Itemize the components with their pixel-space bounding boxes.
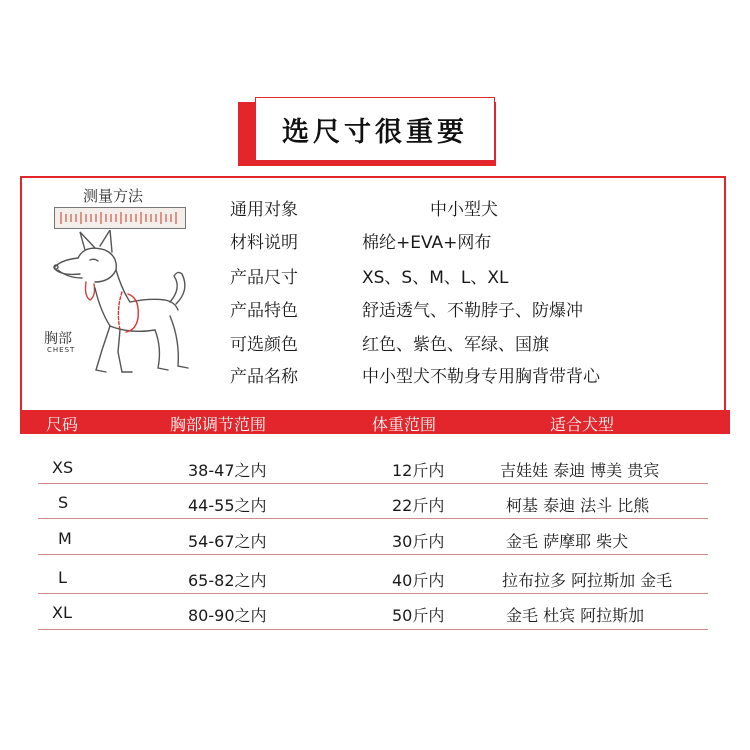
header-weight-range: 体重范围 <box>372 415 437 434</box>
header-breeds: 适合犬型 <box>550 415 615 434</box>
cell-breeds: 金毛 萨摩耶 柴犬 <box>506 532 629 551</box>
spec-value: XS、S、M、L、XL <box>362 268 509 288</box>
header-size: 尺码 <box>46 415 79 434</box>
row-divider <box>38 518 708 519</box>
table-row <box>40 559 708 593</box>
row-divider <box>38 629 708 630</box>
size-table-header <box>20 410 730 434</box>
measure-method-title: 测量方法 <box>83 187 144 205</box>
cell-weight: 12斤内 <box>392 461 445 480</box>
table-row <box>40 449 708 483</box>
cell-size: L <box>58 568 67 587</box>
cell-size: XL <box>52 603 72 622</box>
spec-value: 中小型犬 <box>430 200 498 220</box>
cell-size: XS <box>52 458 74 477</box>
cell-breeds: 金毛 杜宾 阿拉斯加 <box>506 606 645 625</box>
chest-sub-label: CHEST <box>47 346 76 354</box>
spec-key: 产品特色 <box>230 301 298 321</box>
row-divider <box>38 554 708 555</box>
page-title: 选尺寸很重要 <box>255 97 495 161</box>
spec-value: 中小型犬不勒身专用胸背带背心 <box>362 367 600 387</box>
chest-label: 胸部 <box>44 331 72 347</box>
spec-key: 通用对象 <box>230 200 298 220</box>
cell-chest: 80-90之内 <box>188 606 267 625</box>
cell-chest: 65-82之内 <box>188 571 267 590</box>
dog-sketch-illustration <box>40 230 200 390</box>
spec-value: 红色、紫色、军绿、国旗 <box>362 335 549 355</box>
cell-size: S <box>58 493 69 512</box>
table-row <box>40 520 708 554</box>
cell-weight: 40斤内 <box>392 571 445 590</box>
spec-value: 棉纶+EVA+网布 <box>362 233 492 253</box>
cell-weight: 30斤内 <box>392 532 445 551</box>
cell-breeds: 拉布拉多 阿拉斯加 金毛 <box>502 571 673 590</box>
spec-key: 可选颜色 <box>230 335 298 355</box>
cell-chest: 44-55之内 <box>188 496 267 515</box>
cell-chest: 54-67之内 <box>188 532 267 551</box>
spec-key: 产品名称 <box>230 367 298 387</box>
cell-breeds: 柯基 泰迪 法斗 比熊 <box>506 496 650 515</box>
ruler-icon <box>54 207 186 229</box>
cell-breeds: 吉娃娃 泰迪 博美 贵宾 <box>500 461 660 480</box>
cell-weight: 50斤内 <box>392 606 445 625</box>
cell-size: M <box>58 529 72 548</box>
spec-value: 舒适透气、不勒脖子、防爆冲 <box>362 301 583 321</box>
cell-weight: 22斤内 <box>392 496 445 515</box>
spec-key: 材料说明 <box>230 233 298 253</box>
table-row <box>40 594 708 628</box>
table-row <box>40 484 708 518</box>
header-chest-range: 胸部调节范围 <box>170 415 267 434</box>
spec-key: 产品尺寸 <box>230 268 298 288</box>
cell-chest: 38-47之内 <box>188 461 267 480</box>
